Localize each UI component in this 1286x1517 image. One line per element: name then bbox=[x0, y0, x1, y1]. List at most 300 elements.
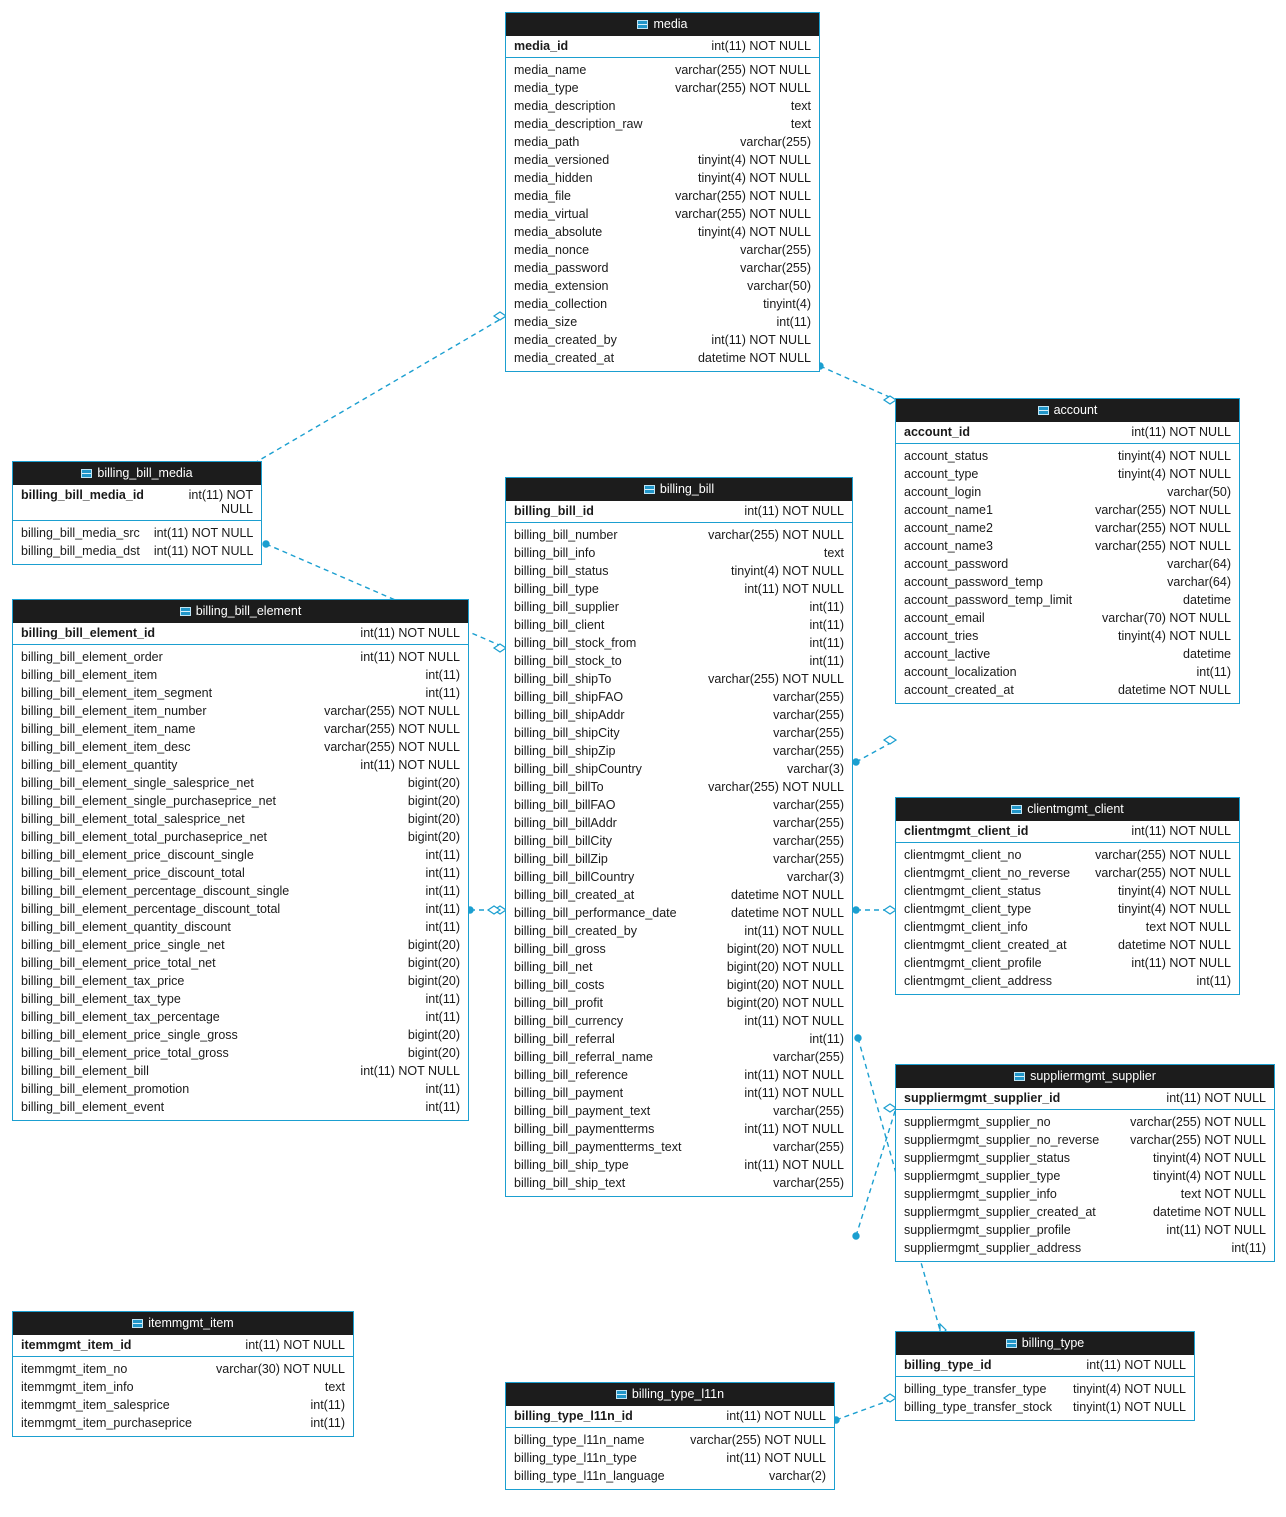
column-name: media_file bbox=[514, 189, 571, 203]
column-type: int(11) bbox=[809, 636, 844, 650]
column-row bbox=[506, 994, 852, 1012]
column-row bbox=[13, 1080, 468, 1098]
column-row bbox=[13, 918, 468, 936]
column-type: tinyint(4) bbox=[763, 297, 811, 311]
column-name: clientmgmt_client_created_at bbox=[904, 938, 1067, 952]
column-type: datetime NOT NULL bbox=[1117, 938, 1231, 952]
column-type: int(11) NOT NULL bbox=[744, 1068, 844, 1082]
column-type: tinyint(4) NOT NULL bbox=[731, 564, 844, 578]
column-row bbox=[506, 1120, 852, 1138]
column-row bbox=[896, 1149, 1274, 1167]
column-type: tinyint(4) NOT NULL bbox=[1153, 1151, 1266, 1165]
column-name: billing_bill_created_at bbox=[514, 888, 635, 902]
column-name: billing_bill_costs bbox=[514, 978, 605, 992]
column-name: account_password_temp bbox=[904, 575, 1043, 589]
column-type: datetime bbox=[1183, 647, 1231, 661]
column-row bbox=[896, 882, 1239, 900]
column-type: int(11) bbox=[776, 315, 811, 329]
column-name: media_virtual bbox=[514, 207, 589, 221]
column-type: varchar(2) bbox=[769, 1469, 826, 1483]
entity-header-clientmgmt_client[interactable] bbox=[896, 798, 1239, 821]
column-row bbox=[13, 1414, 353, 1432]
column-type: int(11) NOT NULL bbox=[360, 758, 460, 772]
column-name: itemmgmt_item_purchaseprice bbox=[21, 1416, 192, 1430]
column-type: int(11) NOT NULL bbox=[188, 488, 253, 516]
column-type: varchar(255) NOT NULL bbox=[324, 722, 460, 736]
column-type: varchar(255) NOT NULL bbox=[1095, 866, 1231, 880]
entity-header-billing_bill_element[interactable] bbox=[13, 600, 468, 623]
entity-table-billing_type_l11n[interactable] bbox=[505, 1382, 835, 1490]
column-type: int(11) NOT NULL bbox=[1131, 824, 1231, 838]
column-name: clientmgmt_client_no bbox=[904, 848, 1022, 862]
column-row bbox=[506, 205, 819, 223]
column-row bbox=[13, 1098, 468, 1116]
column-row bbox=[13, 900, 468, 918]
column-name: billing_bill_client bbox=[514, 618, 605, 632]
column-name: billing_bill_element_single_purchaseprice_net bbox=[21, 794, 277, 808]
column-type: int(11) NOT NULL bbox=[744, 924, 844, 938]
column-row bbox=[896, 519, 1239, 537]
column-name: billing_bill_media_dst bbox=[21, 544, 140, 558]
column-type: varchar(255) NOT NULL bbox=[1130, 1115, 1266, 1129]
column-name: suppliermgmt_supplier_id bbox=[904, 1091, 1061, 1105]
column-type: text NOT NULL bbox=[1180, 1187, 1266, 1201]
column-row bbox=[13, 1360, 353, 1378]
column-row bbox=[13, 1062, 468, 1080]
column-row bbox=[13, 972, 468, 990]
column-type: bigint(20) NOT NULL bbox=[726, 942, 844, 956]
column-name: itemmgmt_item_no bbox=[21, 1362, 128, 1376]
column-name: billing_bill_element_price_single_net bbox=[21, 938, 225, 952]
column-row bbox=[506, 724, 852, 742]
column-type: int(11) NOT NULL bbox=[1086, 1358, 1186, 1372]
column-name: billing_type_l11n_type bbox=[514, 1451, 637, 1465]
column-name: billing_bill_type bbox=[514, 582, 599, 596]
column-name: billing_bill_created_by bbox=[514, 924, 637, 938]
column-name: billing_bill_id bbox=[514, 504, 594, 518]
table-icon bbox=[132, 1319, 143, 1328]
table-icon bbox=[1038, 406, 1049, 415]
column-name: billing_bill_element_price_total_gross bbox=[21, 1046, 229, 1060]
column-row bbox=[506, 61, 819, 79]
column-type: int(11) NOT NULL bbox=[1166, 1091, 1266, 1105]
column-row bbox=[896, 609, 1239, 627]
column-name: media_password bbox=[514, 261, 609, 275]
column-type: varchar(255) bbox=[773, 834, 844, 848]
column-type: text bbox=[790, 99, 811, 113]
primary-key-row bbox=[13, 623, 468, 645]
column-name: account_login bbox=[904, 485, 982, 499]
column-type: tinyint(4) NOT NULL bbox=[1118, 449, 1231, 463]
column-name: billing_type_id bbox=[904, 1358, 992, 1372]
column-row bbox=[506, 259, 819, 277]
entity-header-billing_type_l11n[interactable] bbox=[506, 1383, 834, 1406]
column-type: varchar(255) NOT NULL bbox=[675, 81, 811, 95]
column-name: account_name3 bbox=[904, 539, 993, 553]
column-row bbox=[506, 295, 819, 313]
column-row bbox=[506, 79, 819, 97]
column-type: int(11) NOT NULL bbox=[1166, 1223, 1266, 1237]
column-type: varchar(255) bbox=[773, 1176, 844, 1190]
entity-header-itemmgmt_item[interactable] bbox=[13, 1312, 353, 1335]
column-name: billing_bill_element_quantity bbox=[21, 758, 178, 772]
column-name: billing_type_l11n_language bbox=[514, 1469, 665, 1483]
column-type: int(11) bbox=[310, 1398, 345, 1412]
column-row bbox=[506, 169, 819, 187]
column-type: int(11) bbox=[425, 902, 460, 916]
column-name: media_versioned bbox=[514, 153, 610, 167]
table-icon bbox=[81, 469, 92, 478]
column-row bbox=[13, 864, 468, 882]
column-name: billing_bill_element_bill bbox=[21, 1064, 149, 1078]
column-row bbox=[506, 1102, 852, 1120]
column-type: varchar(255) NOT NULL bbox=[324, 740, 460, 754]
table-icon bbox=[637, 20, 648, 29]
column-row bbox=[13, 542, 261, 560]
column-row bbox=[896, 1221, 1274, 1239]
column-type: int(11) bbox=[1196, 665, 1231, 679]
column-name: billing_bill_element_item_number bbox=[21, 704, 207, 718]
column-type: varchar(255) bbox=[740, 261, 811, 275]
column-name: billing_bill_stock_from bbox=[514, 636, 637, 650]
entity-title: billing_bill bbox=[659, 482, 715, 496]
column-row bbox=[13, 954, 468, 972]
column-type: bigint(20) NOT NULL bbox=[726, 978, 844, 992]
column-row bbox=[896, 972, 1239, 990]
column-type: text bbox=[823, 546, 844, 560]
column-type: int(11) NOT NULL bbox=[744, 1086, 844, 1100]
column-name: billing_bill_number bbox=[514, 528, 618, 542]
column-row bbox=[13, 1044, 468, 1062]
column-type: int(11) bbox=[809, 600, 844, 614]
column-name: account_password_temp_limit bbox=[904, 593, 1073, 607]
column-type: bigint(20) NOT NULL bbox=[726, 996, 844, 1010]
column-type: int(11) bbox=[425, 866, 460, 880]
column-row bbox=[13, 756, 468, 774]
column-list bbox=[13, 521, 261, 564]
column-name: media_description_raw bbox=[514, 117, 643, 131]
column-type: tinyint(4) NOT NULL bbox=[1073, 1382, 1186, 1396]
entity-table-account[interactable] bbox=[895, 398, 1240, 704]
column-row bbox=[506, 1138, 852, 1156]
entity-title: itemmgmt_item bbox=[148, 1316, 234, 1330]
column-row bbox=[896, 591, 1239, 609]
column-type: varchar(255) bbox=[773, 726, 844, 740]
column-name: billing_type_l11n_id bbox=[514, 1409, 633, 1423]
column-type: int(11) bbox=[425, 668, 460, 682]
column-row bbox=[896, 501, 1239, 519]
column-row bbox=[506, 706, 852, 724]
column-row bbox=[896, 864, 1239, 882]
column-type: varchar(255) bbox=[773, 798, 844, 812]
column-type: varchar(3) bbox=[787, 762, 844, 776]
column-row bbox=[506, 976, 852, 994]
entity-table-suppliermgmt_supplier[interactable] bbox=[895, 1064, 1275, 1262]
column-list bbox=[896, 1110, 1274, 1261]
column-type: bigint(20) bbox=[407, 812, 460, 826]
column-name: billing_bill_element_id bbox=[21, 626, 156, 640]
table-icon bbox=[180, 607, 191, 616]
column-type: int(11) bbox=[425, 1082, 460, 1096]
column-type: tinyint(4) NOT NULL bbox=[1118, 629, 1231, 643]
column-list bbox=[506, 523, 852, 1196]
column-row bbox=[506, 187, 819, 205]
entity-header-billing_type[interactable] bbox=[896, 1332, 1194, 1355]
primary-key-row bbox=[896, 1355, 1194, 1377]
column-type: int(11) NOT NULL bbox=[1131, 425, 1231, 439]
column-type: varchar(255) bbox=[773, 1140, 844, 1154]
column-type: varchar(70) NOT NULL bbox=[1102, 611, 1231, 625]
column-row bbox=[896, 846, 1239, 864]
column-name: billing_bill_element_price_single_gross bbox=[21, 1028, 238, 1042]
column-row bbox=[506, 1012, 852, 1030]
column-row bbox=[896, 573, 1239, 591]
column-type: int(11) NOT NULL bbox=[744, 1122, 844, 1136]
column-name: billing_bill_element_percentage_discount_single bbox=[21, 884, 290, 898]
column-row bbox=[506, 814, 852, 832]
column-name: account_created_at bbox=[904, 683, 1014, 697]
primary-key-row bbox=[896, 422, 1239, 444]
column-name: billing_bill_element_tax_percentage bbox=[21, 1010, 220, 1024]
column-name: account_status bbox=[904, 449, 989, 463]
column-name: billing_bill_element_single_salesprice_net bbox=[21, 776, 254, 790]
column-type: int(11) NOT NULL bbox=[360, 650, 460, 664]
column-row bbox=[506, 1449, 834, 1467]
column-type: int(11) NOT NULL bbox=[153, 526, 254, 540]
entity-table-billing_bill_element[interactable] bbox=[12, 599, 469, 1121]
column-name: suppliermgmt_supplier_status bbox=[904, 1151, 1071, 1165]
column-type: int(11) NOT NULL bbox=[744, 1014, 844, 1028]
column-row bbox=[13, 648, 468, 666]
column-name: billing_bill_element_price_total_net bbox=[21, 956, 216, 970]
column-row bbox=[506, 1467, 834, 1485]
column-row bbox=[896, 900, 1239, 918]
table-icon bbox=[1011, 805, 1022, 814]
primary-key-row bbox=[896, 821, 1239, 843]
primary-key-row bbox=[506, 501, 852, 523]
column-name: billing_bill_currency bbox=[514, 1014, 624, 1028]
column-list bbox=[896, 1377, 1194, 1420]
column-row bbox=[506, 886, 852, 904]
column-name: account_name1 bbox=[904, 503, 993, 517]
column-name: billing_bill_paymentterms bbox=[514, 1122, 655, 1136]
column-row bbox=[506, 850, 852, 868]
column-type: tinyint(4) NOT NULL bbox=[698, 153, 811, 167]
column-row bbox=[506, 151, 819, 169]
column-type: int(11) bbox=[425, 686, 460, 700]
entity-header-account[interactable] bbox=[896, 399, 1239, 422]
column-name: billing_bill_shipTo bbox=[514, 672, 612, 686]
column-type: tinyint(4) NOT NULL bbox=[698, 171, 811, 185]
column-row bbox=[13, 524, 261, 542]
column-name: suppliermgmt_supplier_address bbox=[904, 1241, 1082, 1255]
column-row bbox=[506, 634, 852, 652]
column-name: media_extension bbox=[514, 279, 609, 293]
column-name: billing_bill_shipZip bbox=[514, 744, 616, 758]
column-row bbox=[506, 832, 852, 850]
column-name: billing_bill_stock_to bbox=[514, 654, 622, 668]
entity-table-billing_type[interactable] bbox=[895, 1331, 1195, 1421]
column-type: datetime NOT NULL bbox=[1152, 1205, 1266, 1219]
column-row bbox=[506, 616, 852, 634]
entity-header-media[interactable] bbox=[506, 13, 819, 36]
column-row bbox=[13, 792, 468, 810]
column-type: bigint(20) bbox=[407, 776, 460, 790]
column-row bbox=[506, 313, 819, 331]
column-row bbox=[13, 666, 468, 684]
column-row bbox=[896, 1203, 1274, 1221]
column-name: billing_type_transfer_type bbox=[904, 1382, 1047, 1396]
column-name: billing_type_l11n_name bbox=[514, 1433, 645, 1447]
column-type: int(11) bbox=[425, 992, 460, 1006]
column-type: int(11) bbox=[809, 618, 844, 632]
column-type: varchar(255) NOT NULL bbox=[675, 189, 811, 203]
entity-table-billing_bill[interactable] bbox=[505, 477, 853, 1197]
column-row bbox=[506, 922, 852, 940]
column-name: billing_bill_element_quantity_discount bbox=[21, 920, 231, 934]
column-type: bigint(20) bbox=[407, 938, 460, 952]
column-type: int(11) NOT NULL bbox=[744, 1158, 844, 1172]
column-row bbox=[896, 1239, 1274, 1257]
table-icon bbox=[1014, 1072, 1025, 1081]
column-name: billing_bill_element_item_segment bbox=[21, 686, 213, 700]
column-type: varchar(255) NOT NULL bbox=[1095, 848, 1231, 862]
column-row bbox=[506, 778, 852, 796]
column-type: varchar(255) bbox=[740, 135, 811, 149]
column-type: tinyint(4) NOT NULL bbox=[1118, 884, 1231, 898]
column-name: itemmgmt_item_info bbox=[21, 1380, 134, 1394]
column-type: tinyint(4) NOT NULL bbox=[1118, 467, 1231, 481]
column-name: suppliermgmt_supplier_type bbox=[904, 1169, 1061, 1183]
entity-header-suppliermgmt_supplier[interactable] bbox=[896, 1065, 1274, 1088]
column-name: billing_bill_profit bbox=[514, 996, 603, 1010]
column-name: clientmgmt_client_profile bbox=[904, 956, 1042, 970]
column-type: varchar(255) bbox=[773, 1050, 844, 1064]
column-name: media_description bbox=[514, 99, 616, 113]
column-row bbox=[896, 918, 1239, 936]
column-row bbox=[13, 720, 468, 738]
entity-table-itemmgmt_item[interactable] bbox=[12, 1311, 354, 1437]
column-name: billing_bill_element_price_discount_single bbox=[21, 848, 254, 862]
column-name: billing_bill_performance_date bbox=[514, 906, 677, 920]
entity-title: account bbox=[1053, 403, 1098, 417]
column-type: int(11) NOT NULL bbox=[360, 626, 460, 640]
column-type: bigint(20) bbox=[407, 974, 460, 988]
column-row bbox=[506, 670, 852, 688]
column-row bbox=[506, 562, 852, 580]
column-name: billing_bill_status bbox=[514, 564, 609, 578]
column-name: clientmgmt_client_no_reverse bbox=[904, 866, 1071, 880]
column-name: media_created_at bbox=[514, 351, 615, 365]
column-type: datetime NOT NULL bbox=[730, 906, 844, 920]
column-name: billing_bill_element_order bbox=[21, 650, 163, 664]
column-name: billing_bill_payment_text bbox=[514, 1104, 651, 1118]
column-name: itemmgmt_item_id bbox=[21, 1338, 132, 1352]
column-row bbox=[896, 483, 1239, 501]
column-row bbox=[13, 1378, 353, 1396]
column-type: varchar(255) NOT NULL bbox=[708, 780, 844, 794]
column-row bbox=[506, 349, 819, 367]
column-name: account_lactive bbox=[904, 647, 991, 661]
column-name: media_type bbox=[514, 81, 579, 95]
entity-table-media[interactable] bbox=[505, 12, 820, 372]
column-row bbox=[506, 1048, 852, 1066]
column-type: varchar(255) bbox=[773, 744, 844, 758]
column-row bbox=[506, 796, 852, 814]
column-type: int(11) NOT NULL bbox=[744, 582, 844, 596]
column-row bbox=[896, 1380, 1194, 1398]
column-row bbox=[506, 1030, 852, 1048]
column-name: billing_bill_billCity bbox=[514, 834, 612, 848]
entity-header-billing_bill[interactable] bbox=[506, 478, 852, 501]
column-type: datetime NOT NULL bbox=[697, 351, 811, 365]
column-row bbox=[506, 598, 852, 616]
column-row bbox=[506, 331, 819, 349]
column-row bbox=[13, 684, 468, 702]
column-type: varchar(255) NOT NULL bbox=[690, 1433, 826, 1447]
column-name: billing_bill_element_item_name bbox=[21, 722, 196, 736]
column-name: billing_bill_payment bbox=[514, 1086, 624, 1100]
column-name: account_password bbox=[904, 557, 1009, 571]
column-row bbox=[506, 904, 852, 922]
primary-key-row bbox=[506, 36, 819, 58]
column-row bbox=[13, 882, 468, 900]
entity-table-billing_bill_media[interactable] bbox=[12, 461, 262, 565]
table-icon bbox=[1006, 1339, 1017, 1348]
column-row bbox=[506, 958, 852, 976]
column-name: billing_bill_referral bbox=[514, 1032, 615, 1046]
column-list bbox=[506, 58, 819, 371]
column-name: billing_bill_ship_type bbox=[514, 1158, 629, 1172]
column-type: datetime bbox=[1183, 593, 1231, 607]
column-type: int(11) NOT NULL bbox=[245, 1338, 345, 1352]
column-row bbox=[896, 1131, 1274, 1149]
column-type: int(11) bbox=[1196, 974, 1231, 988]
entity-header-billing_bill_media[interactable] bbox=[13, 462, 261, 485]
column-row bbox=[896, 954, 1239, 972]
column-name: billing_bill_billTo bbox=[514, 780, 604, 794]
entity-table-clientmgmt_client[interactable] bbox=[895, 797, 1240, 995]
column-row bbox=[506, 868, 852, 886]
entity-title: clientmgmt_client bbox=[1027, 802, 1124, 816]
column-type: varchar(30) NOT NULL bbox=[216, 1362, 345, 1376]
column-name: clientmgmt_client_status bbox=[904, 884, 1041, 898]
column-name: billing_bill_shipFAO bbox=[514, 690, 624, 704]
column-row bbox=[13, 810, 468, 828]
column-type: varchar(50) bbox=[747, 279, 811, 293]
column-type: tinyint(1) NOT NULL bbox=[1073, 1400, 1186, 1414]
entity-title: billing_bill_media bbox=[97, 466, 193, 480]
column-type: varchar(255) bbox=[740, 243, 811, 257]
column-row bbox=[506, 688, 852, 706]
column-name: suppliermgmt_supplier_created_at bbox=[904, 1205, 1096, 1219]
entity-title: media bbox=[653, 17, 688, 31]
column-row bbox=[506, 97, 819, 115]
column-type: int(11) bbox=[425, 1010, 460, 1024]
column-type: int(11) NOT NULL bbox=[1131, 956, 1231, 970]
column-type: varchar(255) NOT NULL bbox=[1095, 539, 1231, 553]
column-name: billing_bill_billFAO bbox=[514, 798, 616, 812]
column-row bbox=[896, 627, 1239, 645]
column-name: billing_type_transfer_stock bbox=[904, 1400, 1052, 1414]
column-row bbox=[13, 990, 468, 1008]
column-name: billing_bill_media_id bbox=[21, 488, 144, 502]
column-row bbox=[506, 1156, 852, 1174]
column-row bbox=[896, 936, 1239, 954]
column-name: account_email bbox=[904, 611, 985, 625]
column-type: varchar(3) bbox=[787, 870, 844, 884]
column-name: billing_bill_referral_name bbox=[514, 1050, 653, 1064]
